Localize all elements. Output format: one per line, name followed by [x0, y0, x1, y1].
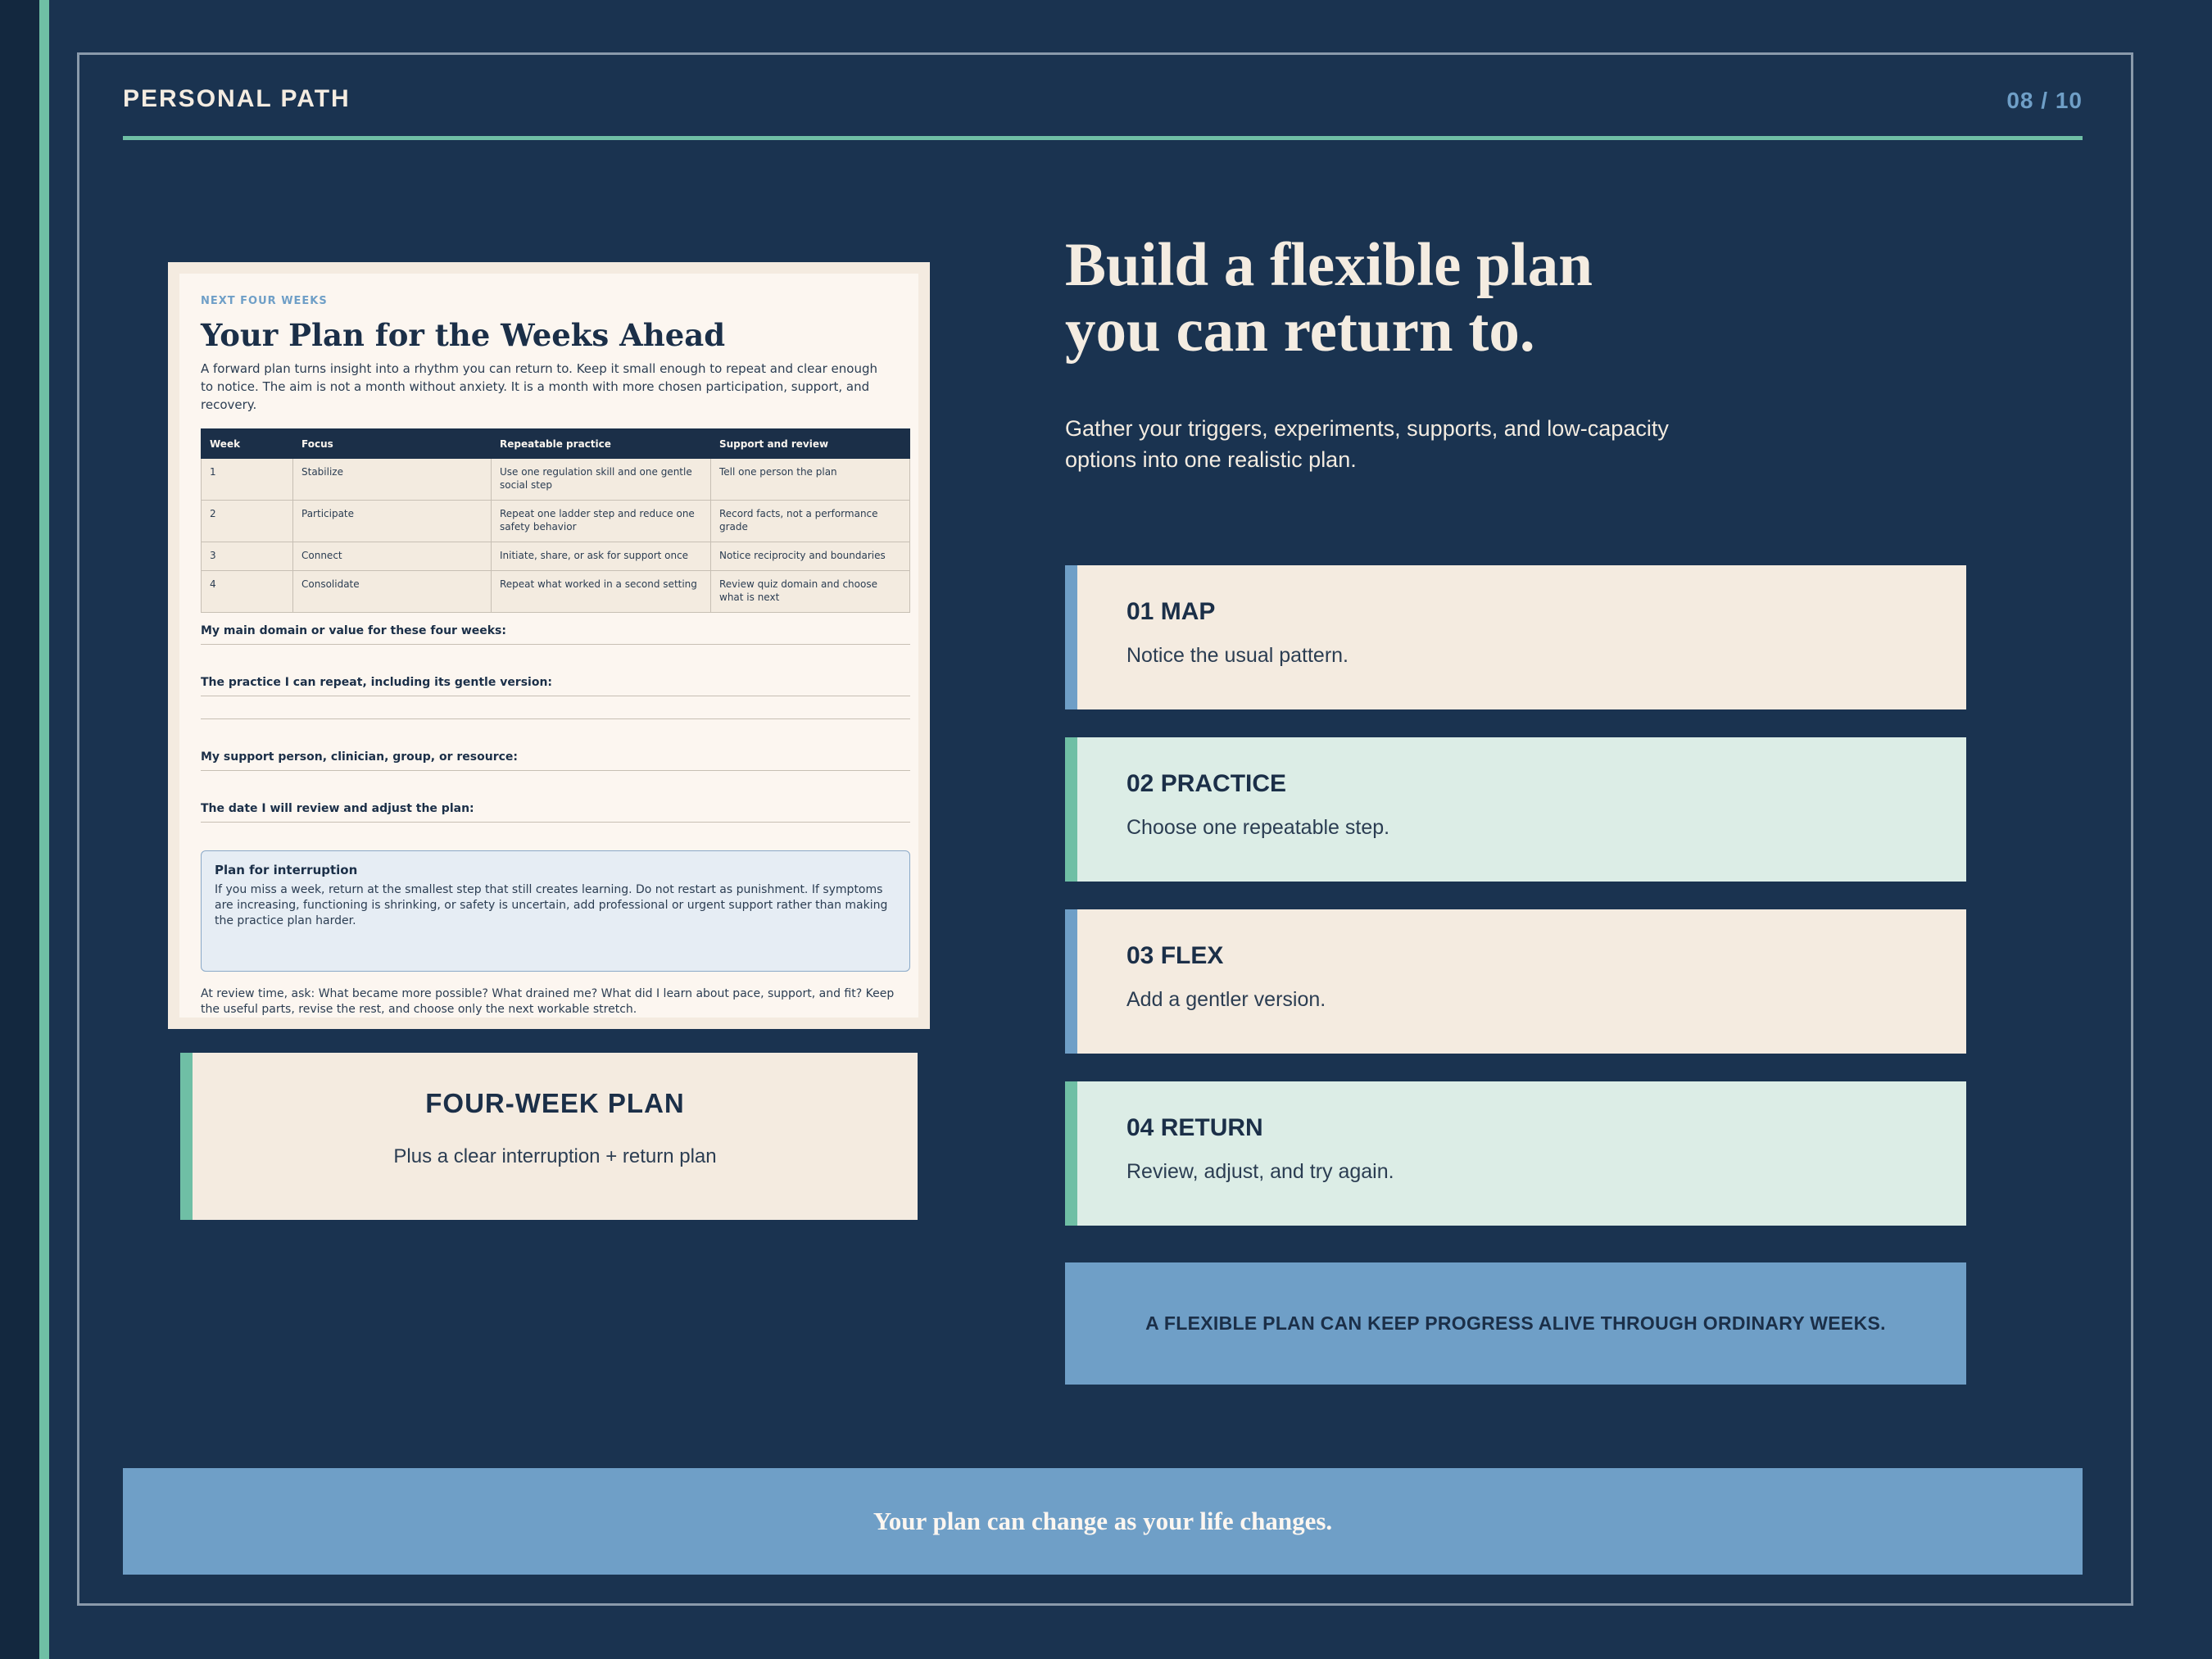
step-card-map: [1065, 565, 1966, 709]
table-row: [202, 542, 910, 571]
header-rule: [123, 136, 2083, 140]
callout-box: [1065, 1262, 1966, 1385]
slide-lede: Gather your triggers, experiments, supports, and low-capacity options into one realistic plan.: [1065, 416, 1669, 472]
document-page: [179, 274, 918, 1018]
table-row: [202, 571, 910, 613]
table-header-cell: Week: [202, 429, 293, 459]
caption-title: FOUR-WEEK PLAN: [425, 1088, 685, 1118]
field-line: [201, 644, 910, 645]
table-cell: Review quiz domain and choose what is next: [711, 571, 910, 613]
footer-banner: [123, 1468, 2083, 1575]
interruption-note: [201, 850, 910, 972]
caption-subtitle: Plus a clear interruption + return plan: [393, 1145, 717, 1167]
step-title: 03 FLEX: [1126, 942, 1224, 969]
plan-table: [201, 428, 910, 613]
headline-line-1: Build a flexible plan: [1065, 231, 1593, 299]
table-cell: Tell one person the plan: [711, 459, 910, 501]
document-title: Your Plan for the Weeks Ahead: [201, 317, 726, 353]
step-title: 04 RETURN: [1126, 1114, 1263, 1141]
document-eyebrow: NEXT FOUR WEEKS: [201, 295, 328, 307]
table-header-row: [202, 429, 910, 459]
table-header-cell: Support and review: [711, 429, 910, 459]
table-cell: Initiate, share, or ask for support once: [492, 542, 711, 571]
field-label-practice: The practice I can repeat, including its gentle version:: [201, 676, 553, 689]
note-title: Plan for interruption: [215, 863, 358, 877]
field-label-domain: My main domain or value for these four weeks:: [201, 624, 506, 637]
document-intro: A forward plan turns insight into a rhythm you can return to. Keep it small enough to repeat and clear enough to notice. The aim is not a month without anxiety. It is a month with more chosen participation, support, and recovery.: [201, 361, 877, 412]
step-title: 02 PRACTICE: [1126, 770, 1287, 797]
step-title: 01 MAP: [1126, 598, 1216, 625]
step-description: Add a gentler version.: [1126, 988, 1326, 1011]
document-caption-card: [180, 1053, 918, 1220]
step-description: Choose one repeatable step.: [1126, 816, 1390, 839]
field-line: [201, 822, 910, 823]
table-cell: Consolidate: [293, 571, 492, 613]
field-label-support: My support person, clinician, group, or resource:: [201, 750, 518, 764]
table-cell: Notice reciprocity and boundaries: [711, 542, 910, 571]
field-label-review-date: The date I will review and adjust the plan:: [201, 802, 474, 815]
table-cell: Repeat one ladder step and reduce one safety behavior: [492, 501, 711, 542]
table-cell: Stabilize: [293, 459, 492, 501]
document-preview: [168, 262, 930, 1029]
table-cell: 3: [202, 542, 293, 571]
table-row: [202, 501, 910, 542]
step-card-flex: [1065, 909, 1966, 1054]
headline-line-2: you can return to.: [1065, 297, 1535, 365]
step-card-return: [1065, 1081, 1966, 1226]
table-cell: Use one regulation skill and one gentle social step: [492, 459, 711, 501]
table-cell: Record facts, not a performance grade: [711, 501, 910, 542]
table-cell: 4: [202, 571, 293, 613]
table-cell: Repeat what worked in a second setting: [492, 571, 711, 613]
left-accent-bar: [39, 0, 49, 1659]
table-cell: 1: [202, 459, 293, 501]
field-line: [201, 770, 910, 771]
table-header-cell: Focus: [293, 429, 492, 459]
brand-label: PERSONAL PATH: [123, 85, 351, 112]
step-description: Review, adjust, and try again.: [1126, 1160, 1394, 1183]
table-cell: Participate: [293, 501, 492, 542]
page-indicator: 08 / 10: [2006, 88, 2083, 113]
table-cell: Connect: [293, 542, 492, 571]
slide-headline: [1065, 233, 1802, 364]
note-body: If you miss a week, return at the smallest step that still creates learning. Do not restart as punishment. If symptoms are increasing, functioning is shrinking, or safety is uncertain, add professional or urgent support rather than making the practice plan harder.: [215, 883, 888, 927]
table-row: [202, 459, 910, 501]
banner-text: Your plan can change as your life changes.: [873, 1507, 1333, 1535]
step-card-practice: [1065, 737, 1966, 882]
callout-text: A FLEXIBLE PLAN CAN KEEP PROGRESS ALIVE THROUGH ORDINARY WEEKS.: [1145, 1312, 1886, 1334]
field-line: [201, 718, 910, 719]
table-cell: 2: [202, 501, 293, 542]
table-header-cell: Repeatable practice: [492, 429, 711, 459]
step-description: Notice the usual pattern.: [1126, 644, 1349, 667]
document-footer: At review time, ask: What became more possible? What drained me? What did I learn about pace, support, and fit? Keep the useful parts, revise the rest, and choose only the next workable stretch.: [201, 987, 895, 1016]
left-edge-shade: [0, 0, 39, 1659]
